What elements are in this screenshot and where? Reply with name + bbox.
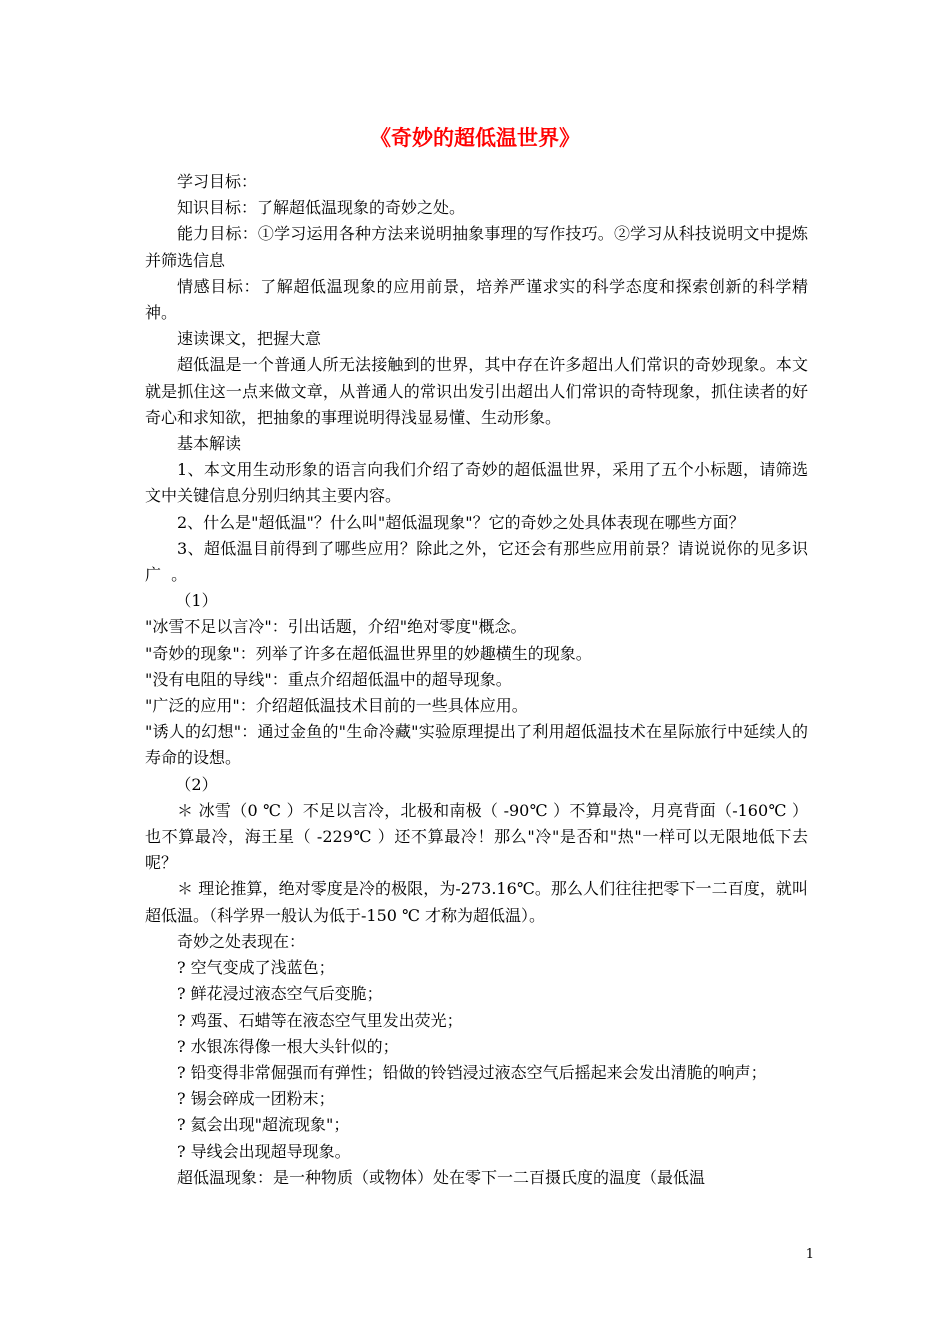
list-item: ? 鲜花浸过液态空气后变脆； xyxy=(177,984,383,1004)
list-item: ? 鸡蛋、石蜡等在液态空气里发出荧光； xyxy=(177,1010,463,1030)
paragraph-knowledge-goal: 知识目标：了解超低温现象的奇妙之处。 xyxy=(177,198,466,218)
document-title: 《奇妙的超低温世界》 xyxy=(370,125,580,150)
paragraph-ability-goal: 能力目标：①学习运用各种方法来说明抽象事理的写作技巧。②学习从科技说明文中提炼并筛选信息 xyxy=(145,224,808,270)
paragraph-emotion-goal: 情感目标：了解超低温现象的应用前景，培养严谨求实的科学态度和探索创新的科学精神。 xyxy=(145,276,808,323)
list-item: ? 铅变得非常倔强而有弹性；铅做的铃铛浸过液态空气后摇起来会发出清脆的响声； xyxy=(177,1062,767,1082)
list-item: ? 水银冻得像一根大头针似的； xyxy=(177,1036,399,1056)
list-item: ? 导线会出现超导现象。 xyxy=(177,1141,351,1161)
list-item: ? 空气变成了浅蓝色； xyxy=(177,958,335,978)
question-3: 3、超低温目前得到了哪些应用？除此之外，它还会有那些应用前景？请说说你的见多识广 。 xyxy=(145,538,808,585)
paragraph-cold-comparison: ＊ 冰雪（0 ℃ ）不足以言冷，北极和南极（ -90℃ ）不算最冷，月亮背面（-160℃ ）也不算最冷，海王星（ -229℃ ）还不算最冷！那么"冷"是否和"热"一样可以无限地低下去呢？ xyxy=(145,800,808,873)
heading-wonders: 奇妙之处表现在： xyxy=(177,931,306,951)
document-body xyxy=(145,169,808,1191)
page-number: 1 xyxy=(805,1247,814,1262)
subtitle-summary-4: "广泛的应用"：介绍超低温技术目前的一些具体应用。 xyxy=(145,696,528,716)
subtitle-summary-5: "诱人的幻想"：通过金鱼的"生命冷藏"实验原理提出了利用超低温技术在星际旅行中延续人的寿命的设想。 xyxy=(145,722,808,768)
heading-basic-reading: 基本解读 xyxy=(177,434,242,454)
question-2: 2、什么是"超低温"？什么叫"超低温现象"？它的奇妙之处具体表现在哪些方面？ xyxy=(177,512,745,532)
question-1: 1、本文用生动形象的语言向我们介绍了奇妙的超低温世界，采用了五个小标题，请筛选文中关键信息分别归纳其主要内容。 xyxy=(145,460,808,506)
section-marker-2: （2） xyxy=(175,774,218,794)
subtitle-summary-1: "冰雪不足以言冷"：引出话题，介绍"绝对零度"概念。 xyxy=(145,617,527,637)
paragraph-definition: 超低温现象：是一种物质（或物体）处在零下一二百摄氏度的温度（最低温 xyxy=(177,1167,706,1187)
heading-speed-reading: 速读课文，把握大意 xyxy=(177,329,322,349)
list-item: ? 锡会碎成一团粉末； xyxy=(177,1089,335,1109)
paragraph-absolute-zero: ＊ 理论推算，绝对零度是冷的极限，为-273.16℃。那么人们往往把零下一二百度，就叫超低温。（科学界一般认为低于-150 ℃ 才称为超低温）。 xyxy=(145,879,808,925)
subtitle-summary-2: "奇妙的现象"：列举了许多在超低温世界里的妙趣横生的现象。 xyxy=(145,643,592,663)
subtitle-summary-3: "没有电阻的导线"：重点介绍超低温中的超导现象。 xyxy=(145,669,512,689)
section-marker-1: （1） xyxy=(175,591,218,611)
paragraph-summary: 超低温是一个普通人所无法接触到的世界，其中存在许多超出人们常识的奇妙现象。本文就是抓住这一点来做文章，从普通人的常识出发引出超出人们常识的奇特现象，抓住读者的好奇心和求知欲，把抽象的事理说明得浅显易懂、生动形象。 xyxy=(145,355,808,427)
list-item: ? 氦会出现"超流现象"； xyxy=(177,1115,350,1135)
paragraph-learning-goals: 学习目标： xyxy=(177,172,258,191)
